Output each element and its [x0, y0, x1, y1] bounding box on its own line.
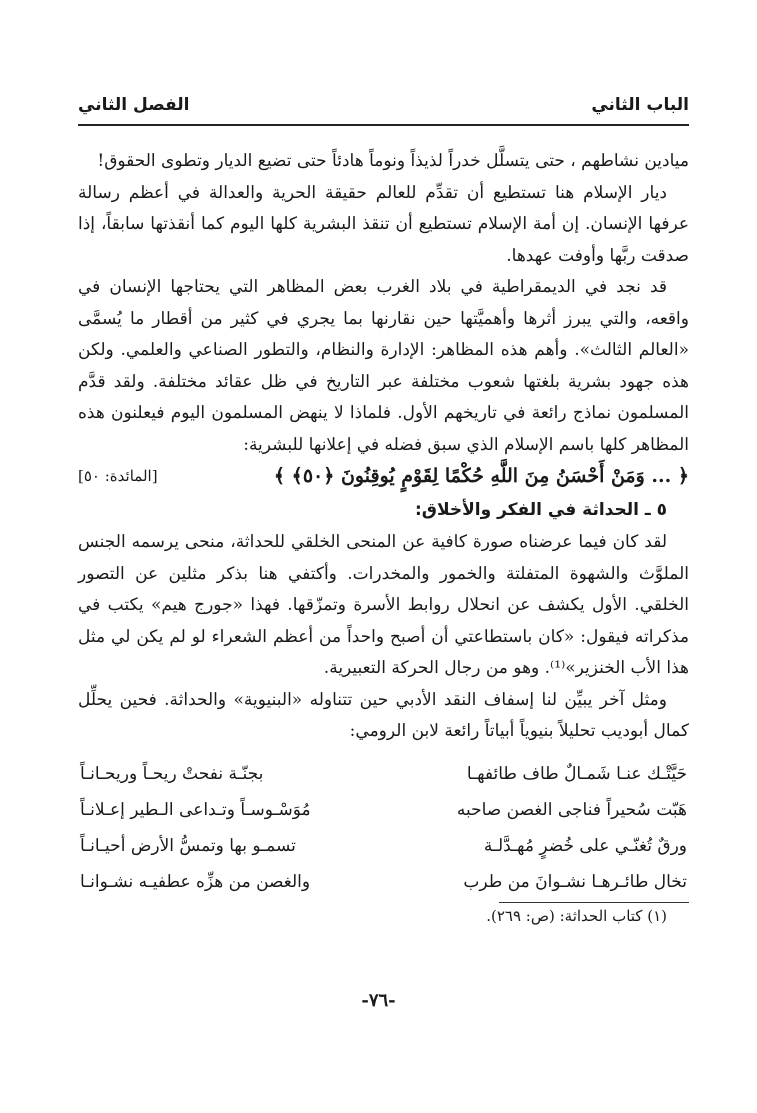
- poem: [78, 756, 689, 900]
- quran-verse: [78, 461, 689, 493]
- body-text: [78, 146, 689, 929]
- paragraph-4: لقد كان فيما عرضناه صورة كافية عن المنحى الخلقي للحداثة، منحى يرسمه الجنس الملوَّث والشهوة المتفلتة والخمور والمخدرات. وأكتفي هنا بذكر مثلين عن التصور الخلقي. الأول يكشف عن انحلال روابط الأسرة وتمزّقها. فهذا «جورج هيم» يكتب في مذكراته فيقول: «كان باستطاعتي أن أصبح واحداً من أعظم الشعراء لو لم يكن لي مثل هذا الأب الخنزير»⁽¹⁾. وهو من رجال الحركة التعبيرية.: [78, 532, 689, 678]
- section-heading: ٥ ـ الحداثة في الفكر والأخلاق:: [414, 500, 667, 520]
- section-title: الفصل الثاني: [78, 95, 190, 115]
- paragraph-5: ومثل آخر يبيِّن لنا إسفاف النقد الأدبي حين تتناوله «البنيوية» والحداثة. فحين يحلِّل كمال أبوديب تحليلاً بنيوياً أبياتاً رائعة لابن الرومي:: [78, 689, 689, 741]
- paragraph-3: قد نجد في الديمقراطية في بلاد الغرب بعض المظاهر التي يحتاجها الإنسان في واقعه، والتي يبرز أثرها وأهميَّتها حين نقارنها بما يجري في كثير من أقطار ما يُسمَّى «العالم الثالث». وأهم هذه المظاهر: الإدارة والنظام، والتطور الصناعي والعلمي. ولكن هذه جهود بشرية بلغتها شعوب مختلفة عبر التاريخ في ظل عقائد مختلفة. ولقد قدَّم المسلمون نماذج رائعة في تاريخهم الأول. فلماذا لا ينهض المسلمون اليوم فيعلنون هذه المظاهر كلها باسم الإسلام الذي سبق فضله في إعلانها للبشرية:: [78, 277, 689, 455]
- running-header: [78, 88, 689, 122]
- paragraph-2: ديار الإسلام هنا تستطيع أن تقدِّم للعالم حقيقة الحرية والعدالة في أعظم رسالة عرفها الإنسان. إن أمة الإسلام تستطيع أن تنقذ البشرية كلها اليوم كما أنقذتها سابقاً، إذا صدقت ربَّها وأوفت عهدها.: [78, 182, 689, 266]
- poem-line-4-hemistich-1: تخال طائـرهـا نشـوانَ من طرب: [463, 871, 687, 892]
- page-number: -٧٦-: [361, 990, 396, 1011]
- poem-line-2-hemistich-2: مُوَسْـوسـاً وتـداعى الـطير إعـلانـاً: [80, 799, 311, 820]
- chapter-title: الباب الثاني: [591, 95, 689, 115]
- verse-text: ﴿ ... وَمَنْ أَحْسَنُ مِنَ اللَّهِ حُكْمًا لِقَوْمٍ يُوقِنُونَ ﴿٥٠﴾ ﴾: [273, 465, 689, 488]
- header-rule: [78, 124, 689, 126]
- poem-line-3-hemistich-1: ورقٌ تُغنّـي على خُضرٍ مُهـدَّلـة: [483, 835, 687, 856]
- poem-line-4-hemistich-2: والغصن من هزِّه عطفيـه نشـوانـا: [80, 871, 311, 892]
- verse-citation: [المائدة: ٥٠]: [78, 467, 158, 486]
- poem-line-1-hemistich-1: حَيَّتْـك عنـا شَمـالٌ طاف طائفهـا: [466, 763, 687, 784]
- poem-line-2-hemistich-1: هَبّت سُحيراً فناجى الغصن صاحبه: [456, 799, 687, 820]
- paragraph-1: ميادين نشاطهم ، حتى يتسلَّل خدراً لذيذاً ونوماً هادئاً حتى تضيع الديار وتطوى الحقوق!: [97, 151, 689, 171]
- poem-line-3-hemistich-2: تسمـو بها وتمسُّ الأرض أحيـانـاً: [80, 835, 296, 856]
- footnote: (١) كتاب الحداثة: (ص: ٢٦٩).: [486, 906, 667, 925]
- poem-line-1-hemistich-2: بجنّـة نفحتْ ريحـاً وريحـانـاً: [80, 763, 264, 784]
